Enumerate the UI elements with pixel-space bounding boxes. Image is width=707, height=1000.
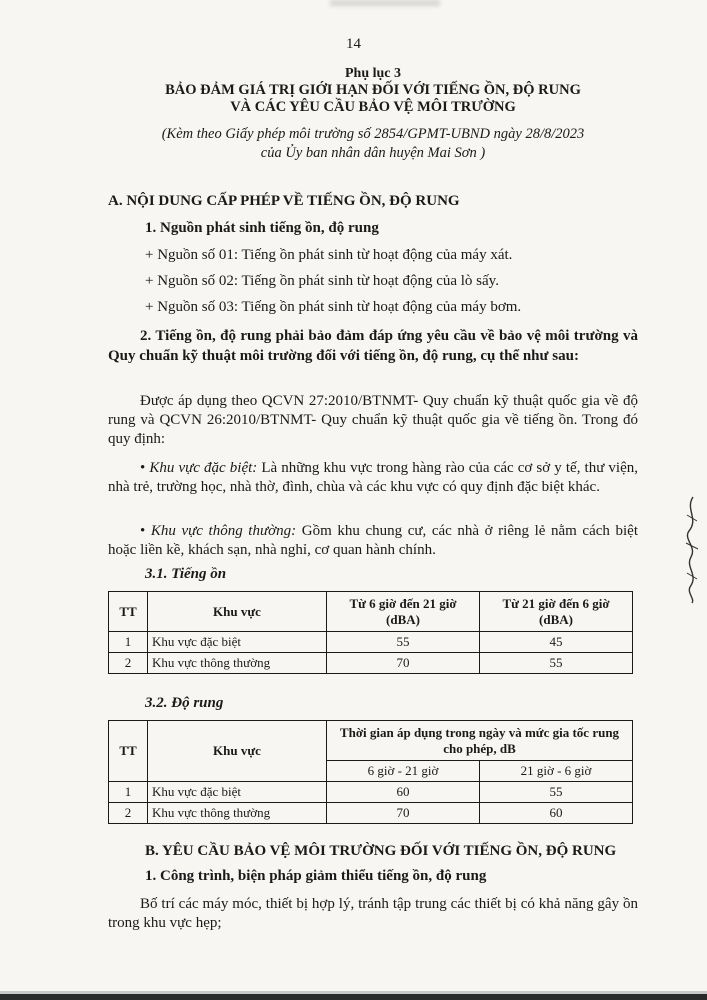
title-line-1: BẢO ĐẢM GIÁ TRỊ GIỚI HẠN ĐỐI VỚI TIẾNG ỒN, ĐỘ RUNG	[165, 82, 581, 98]
vibration-table	[108, 720, 633, 824]
cell-night: 45	[480, 632, 633, 653]
title-line-2: VÀ CÁC YÊU CẦU BẢO VỆ MÔI TRƯỜNG	[230, 99, 516, 115]
normal-area-text: Gồm khu chung cư, các nhà ở riêng lẻ nằm cách biệt hoặc liền kề, khách sạn, nhà nghỉ, cơ quan hành chính.	[108, 523, 638, 558]
b1-heading: 1. Công trình, biện pháp giảm thiểu tiếng ồn, độ rung	[145, 868, 487, 884]
cell-area: Khu vực thông thường	[148, 803, 327, 824]
table-row	[109, 653, 633, 674]
a1-heading: 1. Nguồn phát sinh tiếng ồn, độ rung	[145, 220, 379, 236]
normal-area-label: Khu vực thông thường:	[150, 523, 297, 539]
table-header-row	[109, 592, 633, 632]
table-row	[109, 782, 633, 803]
cell-area: Khu vực đặc biệt	[148, 632, 327, 653]
header-night: Từ 21 giờ đến 6 giờ (dBA)	[480, 592, 633, 632]
header-area: Khu vực	[148, 592, 327, 632]
a2-paragraph: Được áp dụng theo QCVN 27:2010/BTNMT- Quy chuẩn kỹ thuật quốc gia về độ rung và QCVN 26:2010/BTNMT- Quy chuẩn kỹ thuật quốc gia về tiếng ồn. Trong đó quy định:	[108, 393, 638, 447]
header-time-limit: Thời gian áp dụng trong ngày và mức gia tốc rung cho phép, dB	[327, 721, 633, 761]
cell-tt: 1	[109, 782, 148, 803]
cell-day: 60	[327, 782, 480, 803]
subtitle-line-1: (Kèm theo Giấy phép môi trường số 2854/GPMT-UBND ngày 28/8/2023	[161, 126, 585, 142]
subheader-night: 21 giờ - 6 giờ	[480, 761, 633, 782]
table-row	[109, 632, 633, 653]
normal-area-paragraph: • Khu vực thông thường: Gồm khu chung cư, các nhà ở riêng lẻ nằm cách biệt hoặc liền kề, khách sạn, nhà nghỉ, cơ quan hành chính.	[108, 523, 638, 558]
cell-night: 60	[480, 803, 633, 824]
special-area-text: Là những khu vực trong hàng rào của các cơ sở y tế, thư viện, nhà trẻ, trường học, nhà thờ, đình, chùa và các khu vực có quy định đặc biệt khác.	[108, 460, 638, 495]
header-area: Khu vực	[148, 721, 327, 782]
cell-night: 55	[480, 782, 633, 803]
scan-smudge	[330, 0, 440, 6]
document-subtitle	[100, 125, 646, 163]
page-edge	[0, 994, 707, 1000]
table-row	[109, 803, 633, 824]
cell-area: Khu vực thông thường	[148, 653, 327, 674]
source-item: + Nguồn số 02: Tiếng ồn phát sinh từ hoạt động của lò sấy.	[145, 273, 499, 289]
document-title	[108, 82, 638, 116]
noise-table	[108, 591, 633, 674]
cell-day: 55	[327, 632, 480, 653]
header-tt: TT	[109, 592, 148, 632]
subheader-day: 6 giờ - 21 giờ	[327, 761, 480, 782]
cell-tt: 2	[109, 653, 148, 674]
b1-paragraph: Bố trí các máy móc, thiết bị hợp lý, tránh tập trung các thiết bị có khả năng gây ồn trong khu vực hẹp;	[108, 896, 638, 931]
section-b-heading: B. YÊU CẦU BẢO VỆ MÔI TRƯỜNG ĐỐI VỚI TIẾNG ỒN, ĐỘ RUNG	[145, 843, 617, 859]
appendix-label: Phụ lục 3	[344, 66, 401, 81]
noise-heading: 3.1. Tiếng ồn	[145, 566, 227, 582]
special-area-label: Khu vực đặc biệt:	[149, 460, 258, 476]
cell-day: 70	[327, 803, 480, 824]
header-tt: TT	[109, 721, 148, 782]
handwritten-signature	[681, 495, 703, 605]
vibration-heading: 3.2. Độ rung	[145, 695, 224, 711]
cell-tt: 2	[109, 803, 148, 824]
cell-day: 70	[327, 653, 480, 674]
section-a-heading: A. NỘI DUNG CẤP PHÉP VỀ TIẾNG ỒN, ĐỘ RUNG	[108, 193, 460, 209]
table-header-row	[109, 721, 633, 761]
cell-night: 55	[480, 653, 633, 674]
source-item: + Nguồn số 01: Tiếng ồn phát sinh từ hoạt động của máy xát.	[145, 247, 513, 263]
page-number: 14	[346, 36, 361, 52]
source-item: + Nguồn số 03: Tiếng ồn phát sinh từ hoạt động của máy bơm.	[145, 299, 522, 315]
cell-tt: 1	[109, 632, 148, 653]
header-day: Từ 6 giờ đến 21 giờ (dBA)	[327, 592, 480, 632]
a2-heading: 2. Tiếng ồn, độ rung phải bảo đảm đáp ứng yêu cầu về bảo vệ môi trường và Quy chuẩn kỹ thuật môi trường đối với tiếng ồn, độ rung, cụ thể như sau:	[108, 328, 638, 364]
subtitle-line-2: của Ủy ban nhân dân huyện Mai Sơn )	[260, 145, 486, 161]
cell-area: Khu vực đặc biệt	[148, 782, 327, 803]
special-area-paragraph: • Khu vực đặc biệt: Là những khu vực trong hàng rào của các cơ sở y tế, thư viện, nhà trẻ, trường học, nhà thờ, đình, chùa và các khu vực có quy định đặc biệt khác.	[108, 460, 638, 495]
